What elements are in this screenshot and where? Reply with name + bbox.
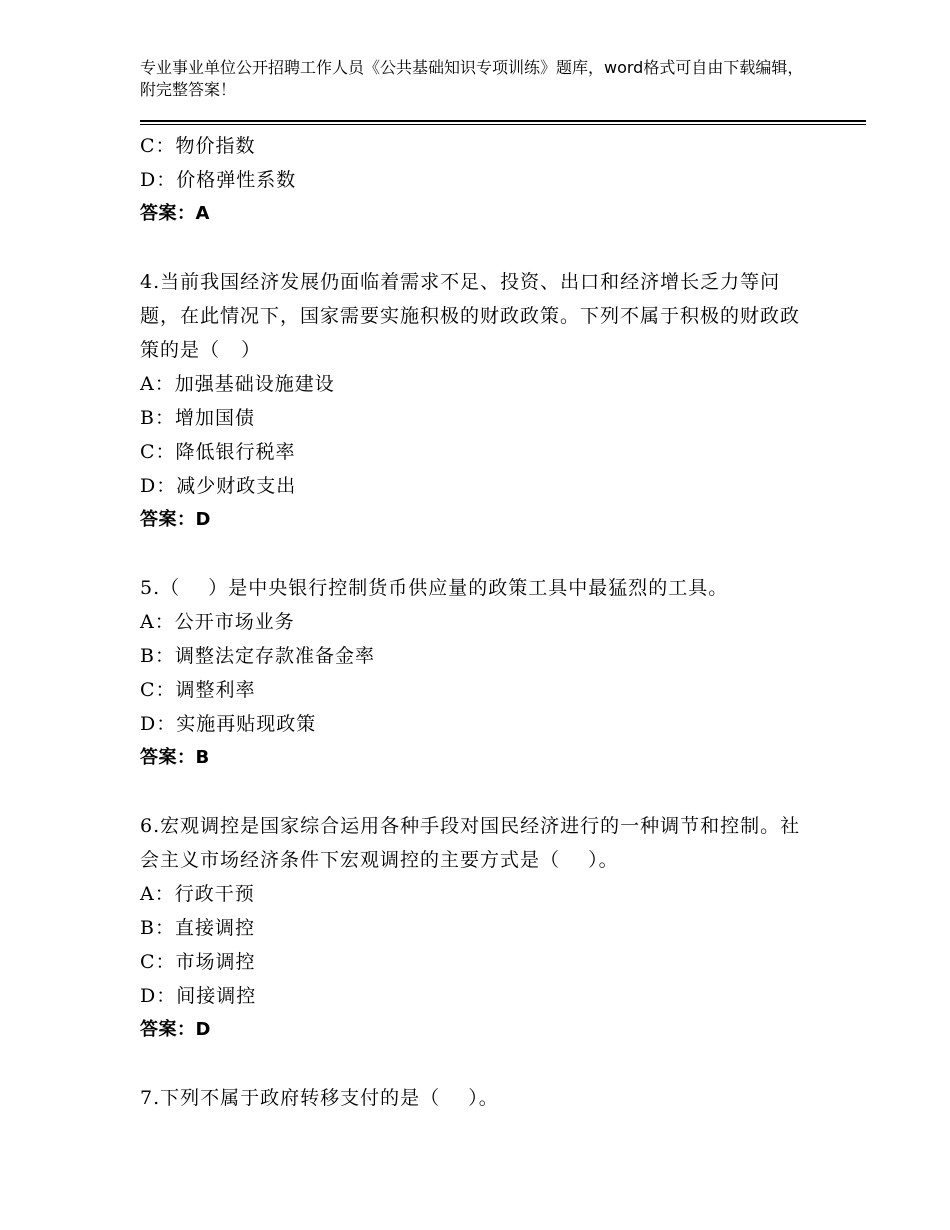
- option-b: B：直接调控: [140, 917, 255, 939]
- option-d: D：间接调控: [140, 985, 257, 1007]
- answer-line: 答案：D: [140, 1019, 211, 1040]
- option-c: C：调整利率: [140, 679, 256, 701]
- option-c: C：市场调控: [140, 951, 256, 973]
- option-d: D：实施再贴现政策: [140, 713, 317, 735]
- option-a: A：加强基础设施建设: [140, 373, 335, 395]
- question-7: [140, 1081, 810, 1115]
- header-rule-thin: [140, 124, 866, 125]
- partial-question: [140, 129, 810, 231]
- option-b: B：增加国债: [140, 407, 255, 429]
- option-d: D：减少财政支出: [140, 475, 297, 497]
- option-d: D：价格弹性系数: [140, 169, 297, 191]
- question-6: [140, 809, 810, 1047]
- option-a: A：公开市场业务: [140, 611, 295, 633]
- answer-line: 答案：D: [140, 509, 211, 530]
- option-c: C：降低银行税率: [140, 441, 296, 463]
- question-text: 5.（ ）是中央银行控制货币供应量的政策工具中最猛烈的工具。: [140, 577, 729, 599]
- answer-line: 答案：B: [140, 747, 210, 768]
- document-body: [140, 129, 810, 1115]
- question-5: [140, 571, 810, 775]
- question-4: [140, 265, 810, 537]
- option-b: B：调整法定存款准备金率: [140, 645, 375, 667]
- header-rule-thick: [140, 120, 866, 122]
- question-text: 4.当前我国经济发展仍面临着需求不足、投资、出口和经济增长乏力等问题，在此情况下，国家需要实施积极的财政政策。下列不属于积极的财政政策的是（ ）: [140, 271, 801, 361]
- option-c: C：物价指数: [140, 135, 256, 157]
- question-text: 6.宏观调控是国家综合运用各种手段对国民经济进行的一种调节和控制。社会主义市场经济条件下宏观调控的主要方式是（ ）。: [140, 815, 801, 871]
- answer-line: 答案：A: [140, 203, 210, 224]
- option-a: A：行政干预: [140, 883, 255, 905]
- question-text: 7.下列不属于政府转移支付的是（ ）。: [140, 1087, 499, 1109]
- page-header: 专业事业单位公开招聘工作人员《公共基础知识专项训练》题库，word格式可自由下载编辑，附完整答案！: [140, 58, 804, 99]
